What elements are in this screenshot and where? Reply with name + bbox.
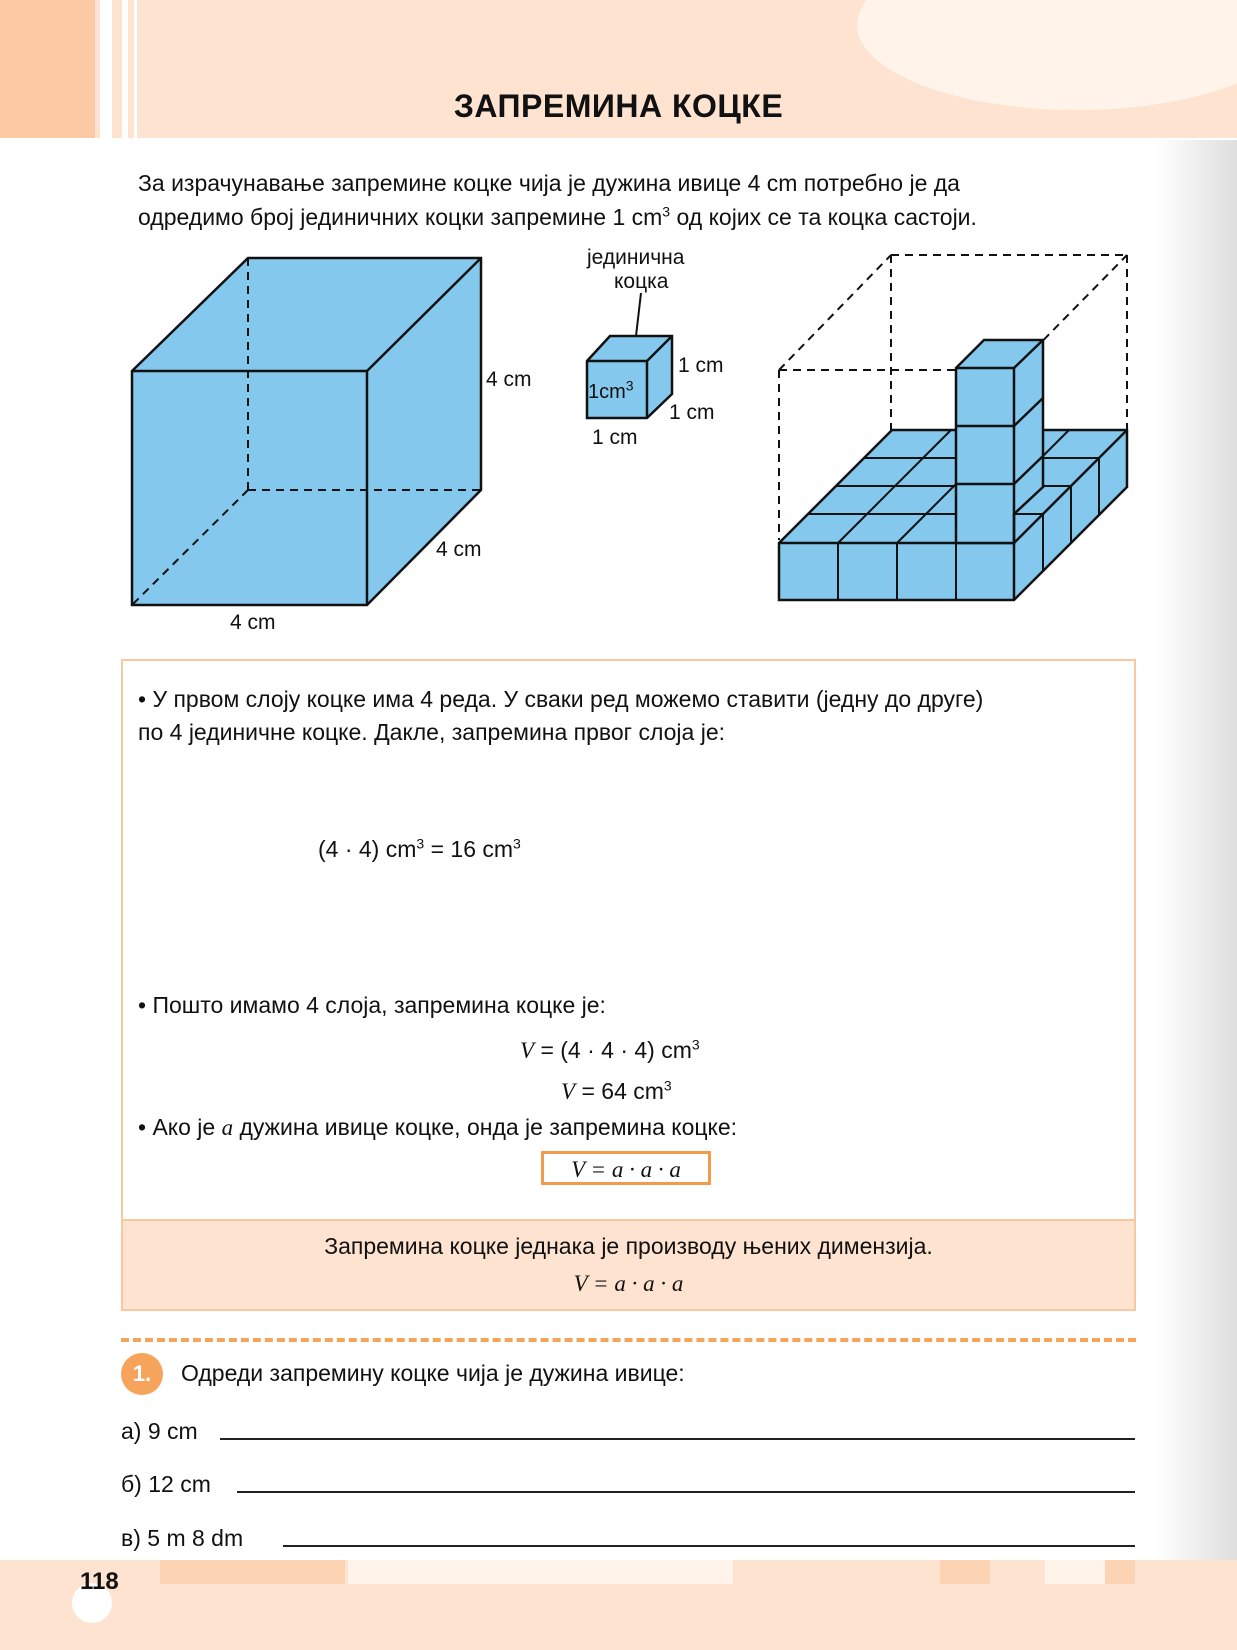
bullet-2: • Пошто имамо 4 слоја, запремина коцке је: xyxy=(138,992,606,1018)
volume-formula-1: V = (4 · 4 · 4) $cm^3$ xyxy=(520,1036,700,1063)
section-divider xyxy=(121,1338,1136,1342)
large-cube-edge-bottom: 4 cm xyxy=(230,611,276,634)
answer-line-a[interactable] xyxy=(220,1438,1135,1440)
exercise-number-badge: 1. xyxy=(121,1353,163,1395)
large-cube xyxy=(132,258,481,605)
intro-line-2: одредимо број јединичних коцки запремине 1 $cm^3$ од којих се та коцка састоји. xyxy=(138,203,977,230)
large-cube-edge-right: 4 cm xyxy=(486,368,532,391)
answer-label-c: в) 5 m 8 dm xyxy=(121,1525,244,1551)
unit-cube-label-2: коцка xyxy=(614,270,669,293)
answer-label-b: б) 12 cm xyxy=(121,1471,211,1497)
unit-cube-label-1: јединична xyxy=(587,246,685,269)
large-cube-edge-depth: 4 cm xyxy=(436,538,482,561)
unit-cube-pointer xyxy=(636,293,641,336)
footer-block xyxy=(1105,1560,1135,1584)
footer-block xyxy=(160,1560,345,1584)
bullet-1-line-2: по 4 јединичне коцке. Дакле, запремина првог слоја је: xyxy=(138,719,726,745)
footer-block xyxy=(940,1560,990,1584)
unit-cube-edge-b: 1 cm xyxy=(669,401,715,424)
summary-formula: V = a · a · a xyxy=(573,1271,684,1296)
unit-cube-edge-c: 1 cm xyxy=(592,426,638,449)
answer-line-b[interactable] xyxy=(237,1491,1135,1493)
summary-box xyxy=(121,1221,1136,1311)
layer-formula: (4 · 4) $cm^3 = 16$ $cm^3$ xyxy=(318,835,521,862)
answer-line-c[interactable] xyxy=(283,1545,1135,1547)
intro-line-1: За израчунавање запремине коцке чија је дужина ивице 4 cm потребно је да xyxy=(138,170,960,196)
bullet-1-line-1: • У првом слоју коцке има 4 реда. У сваки ред можемо ставити (једну до друге) xyxy=(138,686,984,712)
page-title: ЗАПРЕМИНА КОЦКЕ xyxy=(453,88,784,124)
answer-label-a: а) 9 cm xyxy=(121,1418,198,1444)
volume-formula-2: V = 64 $cm^3$ xyxy=(561,1077,672,1104)
page-number: 118 xyxy=(80,1568,119,1595)
unit-cube-edge-a: 1 cm xyxy=(678,354,724,377)
unit-cube-volume: $1cm^3$ xyxy=(588,377,634,403)
boxed-volume-formula: V = a · a · a xyxy=(541,1151,711,1185)
stacked-cubes xyxy=(779,340,1127,600)
summary-text: Запремина коцке једнака је производу њених димензија. xyxy=(324,1233,933,1259)
exercise-prompt: Одреди запремину коцке чија је дужина ивице: xyxy=(181,1360,685,1386)
bullet-3: • Ако је a дужина ивице коцке, онда је запремина коцке: xyxy=(138,1114,738,1140)
footer-block xyxy=(1045,1560,1105,1584)
footer-block xyxy=(348,1560,733,1584)
